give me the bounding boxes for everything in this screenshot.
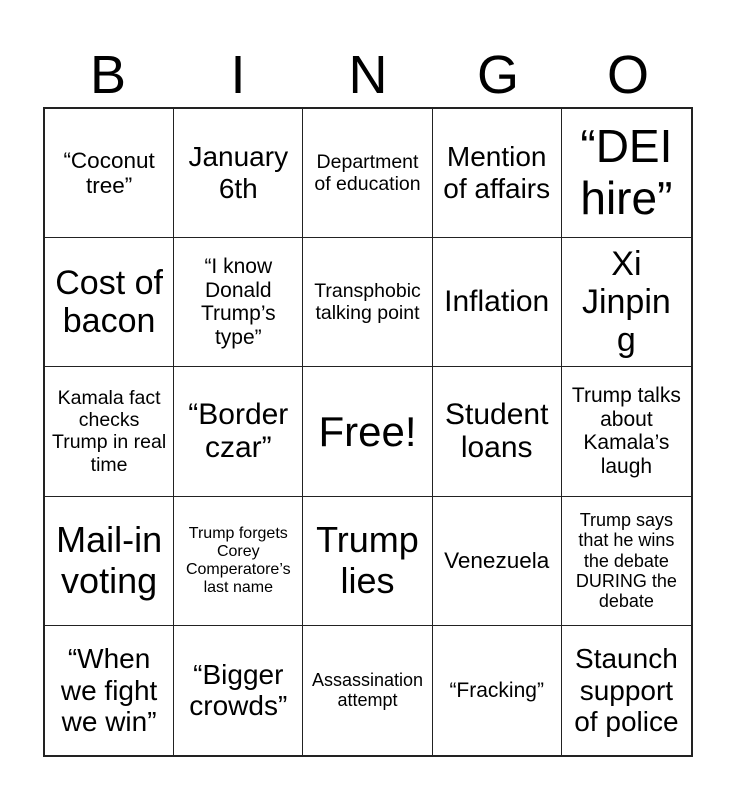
cell-label: Free! (318, 407, 417, 455)
bingo-cell[interactable] (433, 497, 562, 626)
cell-label: “Coconut tree” (63, 147, 155, 199)
cell-label: “Border czar” (188, 397, 289, 465)
bingo-cell[interactable] (303, 626, 432, 755)
bingo-cell[interactable] (174, 367, 303, 496)
bingo-cell[interactable] (433, 367, 562, 496)
bingo-cell[interactable] (45, 367, 174, 496)
bingo-cell[interactable] (562, 109, 691, 238)
bingo-cell[interactable] (303, 238, 432, 367)
cell-label: Mention of affairs (443, 141, 551, 205)
cell-label: “Bigger crowds” (189, 658, 288, 722)
cell-label: Trump forgets Corey Comperatore’s last name (185, 524, 291, 596)
cell-label: Staunch support of police (574, 642, 679, 738)
bingo-cell[interactable] (174, 109, 303, 238)
bingo-cell[interactable] (303, 109, 432, 238)
cell-label: “When we fight we win” (60, 642, 158, 738)
cell-label: Kamala fact checks Trump in real time (52, 387, 167, 476)
bingo-cell[interactable] (45, 109, 174, 238)
header-letter-o: O (606, 45, 649, 105)
bingo-cell[interactable] (562, 367, 691, 496)
bingo-cell[interactable] (433, 109, 562, 238)
cell-label: “DEI hire” (580, 120, 673, 225)
header-letter-g: G (476, 45, 519, 105)
cell-label: Assassination attempt (311, 670, 424, 711)
cell-label: Trump says that he wins the debate DURING the debate (575, 509, 677, 612)
cell-label: Department of education (314, 151, 421, 196)
header-letter-i: I (230, 45, 246, 105)
cell-label: Xi Jinping (581, 244, 671, 360)
bingo-cell[interactable] (174, 238, 303, 367)
bingo-cell[interactable] (562, 626, 691, 755)
cell-label: Inflation (444, 285, 550, 319)
cell-label: Trump lies (316, 519, 419, 601)
header-letter-b: B (89, 45, 127, 105)
bingo-cell[interactable] (303, 497, 432, 626)
header-letter-n: N (348, 45, 388, 105)
bingo-cell[interactable] (45, 238, 174, 367)
bingo-cell[interactable] (174, 626, 303, 755)
bingo-cell[interactable] (45, 626, 174, 755)
bingo-cell[interactable] (562, 238, 691, 367)
cell-label: Venezuela (444, 547, 550, 573)
bingo-cell[interactable] (303, 367, 432, 496)
cell-label: “I know Donald Trump’s type” (200, 254, 276, 349)
bingo-cell[interactable] (174, 497, 303, 626)
bingo-cell[interactable] (433, 238, 562, 367)
cell-label: Mail-in voting (56, 519, 163, 601)
bingo-board (43, 107, 693, 757)
cell-label: Cost of bacon (55, 263, 163, 341)
bingo-cell[interactable] (45, 497, 174, 626)
cell-label: “Fracking” (449, 678, 544, 702)
bingo-cell[interactable] (562, 497, 691, 626)
cell-label: Student loans (444, 397, 549, 465)
cell-label: Trump talks about Kamala’s laugh (571, 384, 681, 479)
cell-label: Transphobic talking point (314, 280, 421, 325)
bingo-cell[interactable] (433, 626, 562, 755)
bingo-header (43, 44, 693, 106)
cell-label: January 6th (188, 141, 289, 205)
